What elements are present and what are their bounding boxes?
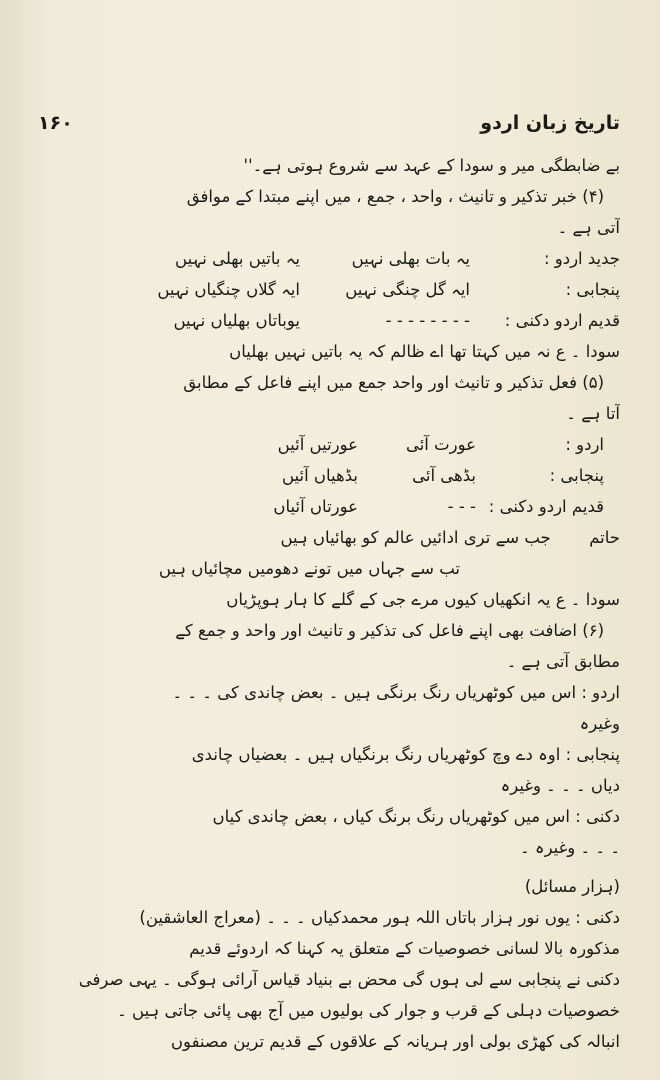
example-row	[36, 429, 620, 460]
verse-text: جب سے تری ادائیں عالم کو بھائیاں ہیں	[280, 528, 551, 547]
text-line: بے ضابطگی میر و سودا کے عہد سے شروع ہوتی ہے۔''	[243, 156, 620, 175]
text-line: دکنی نے پنجابی سے لی ہوں گی محض بے بنیاد قیاس آرائی ہوگی ۔ یہی صرفی	[78, 970, 620, 989]
example-singular: - - - - - - - -	[385, 311, 470, 330]
source-citation: (ہزار مسائل)	[524, 877, 620, 896]
text-line: (۴) خبر تذکیر و تانیث ، واحد ، جمع ، میں اپنے مبتدا کے موافق	[186, 187, 604, 206]
verse-line: تب سے جہاں میں تونے دھومیں مچائیاں ہیں	[158, 559, 460, 578]
text-line: پنجابی : اوہ دے وچ کوٹھریاں رنگ برنگیاں ہیں ۔ بعضیاں چاندی	[191, 745, 620, 764]
example-plural: یوباتاں بھلیاں نہیں	[173, 311, 300, 330]
example-singular: عورت آئی	[405, 435, 476, 454]
example-row	[36, 243, 620, 274]
example-singular: ایہ گل چنگی نہیں	[345, 280, 470, 299]
text-line: سودا ۔ ع یہ انکھیاں کیوں مرے جی کے گلے کا ہار ہوپڑیاں	[226, 590, 620, 609]
example-row	[36, 491, 620, 522]
example-label: اردو :	[565, 435, 604, 454]
text-line: مذکورہ بالا لسانی خصوصیات کے متعلق یہ کہنا کہ اردوئے قدیم	[189, 939, 620, 958]
example-label: پنجابی :	[549, 466, 604, 485]
text-line: آتا ہے ۔	[566, 404, 620, 423]
text-line: دکنی : یوں نور ہزار باتاں اللہ ہور محمدکیاں ۔ ۔ ۔ (معراج العاشقین)	[139, 908, 620, 927]
example-plural: عورتاں آئیاں	[273, 497, 358, 516]
example-label: قدیم اردو دکنی :	[488, 497, 604, 516]
text-line: (۵) فعل تذکیر و تانیث اور واحد جمع میں اپنے فاعل کے مطابق	[183, 373, 604, 392]
example-row	[36, 305, 620, 336]
text-line: (۶) اضافت بھی اپنے فاعل کی تذکیر و تانیث اور واحد و جمع کے	[175, 621, 604, 640]
example-singular: یہ بات بھلی نہیں	[351, 249, 470, 268]
example-row	[36, 460, 620, 491]
example-row	[36, 274, 620, 305]
example-plural: بڈھیاں آئیں	[281, 466, 358, 485]
example-singular: بڈھی آئی	[412, 466, 476, 485]
example-label: قدیم اردو دکنی :	[504, 311, 620, 330]
example-plural: ایہ گلاں چنگیاں نہیں	[157, 280, 300, 299]
running-title: تاریخ زبان اردو	[480, 112, 620, 134]
text-line: انبالہ کی کھڑی بولی اور ہریانہ کے علاقوں کے قدیم ترین مصنفوں	[170, 1032, 620, 1051]
text-line: دکنی : اس میں کوٹھریاں رنگ برنگ کیاں ، بعض چاندی کیاں	[212, 807, 620, 826]
example-singular: - - -	[447, 497, 476, 516]
text-line: مطابق آتی ہے ۔	[506, 652, 620, 671]
example-label: جدید اردو :	[543, 249, 620, 268]
text-line: آتی ہے ۔	[557, 218, 620, 237]
text-line: اردو : اس میں کوٹھریاں رنگ برنگی ہیں ۔ بعض چاندی کی ۔ ۔ ۔	[172, 683, 620, 702]
page-number: ۱۶۰	[38, 112, 73, 134]
text-line: دیاں ۔ ۔ ۔ وغیرہ	[500, 776, 620, 795]
text-line: ۔ ۔ ۔ وغیرہ ۔	[520, 838, 620, 857]
example-label: پنجابی :	[565, 280, 620, 299]
text-line: خصوصیات دہلی کے قرب و جوار کی بولیوں میں آج بھی پائی جاتی ہیں ۔	[117, 1001, 620, 1020]
example-plural: یہ باتیں بھلی نہیں	[175, 249, 300, 268]
example-plural: عورتیں آئیں	[277, 435, 358, 454]
verse-line	[36, 522, 620, 553]
poet-label: حاتم	[589, 528, 620, 547]
text-line: سودا ۔ ع نہ میں کہتا تھا اے ظالم کہ یہ باتیں نہیں بھلیاں	[229, 342, 620, 361]
page-body	[36, 150, 620, 1057]
page-header	[38, 112, 620, 142]
text-line: وغیرہ	[579, 714, 620, 733]
